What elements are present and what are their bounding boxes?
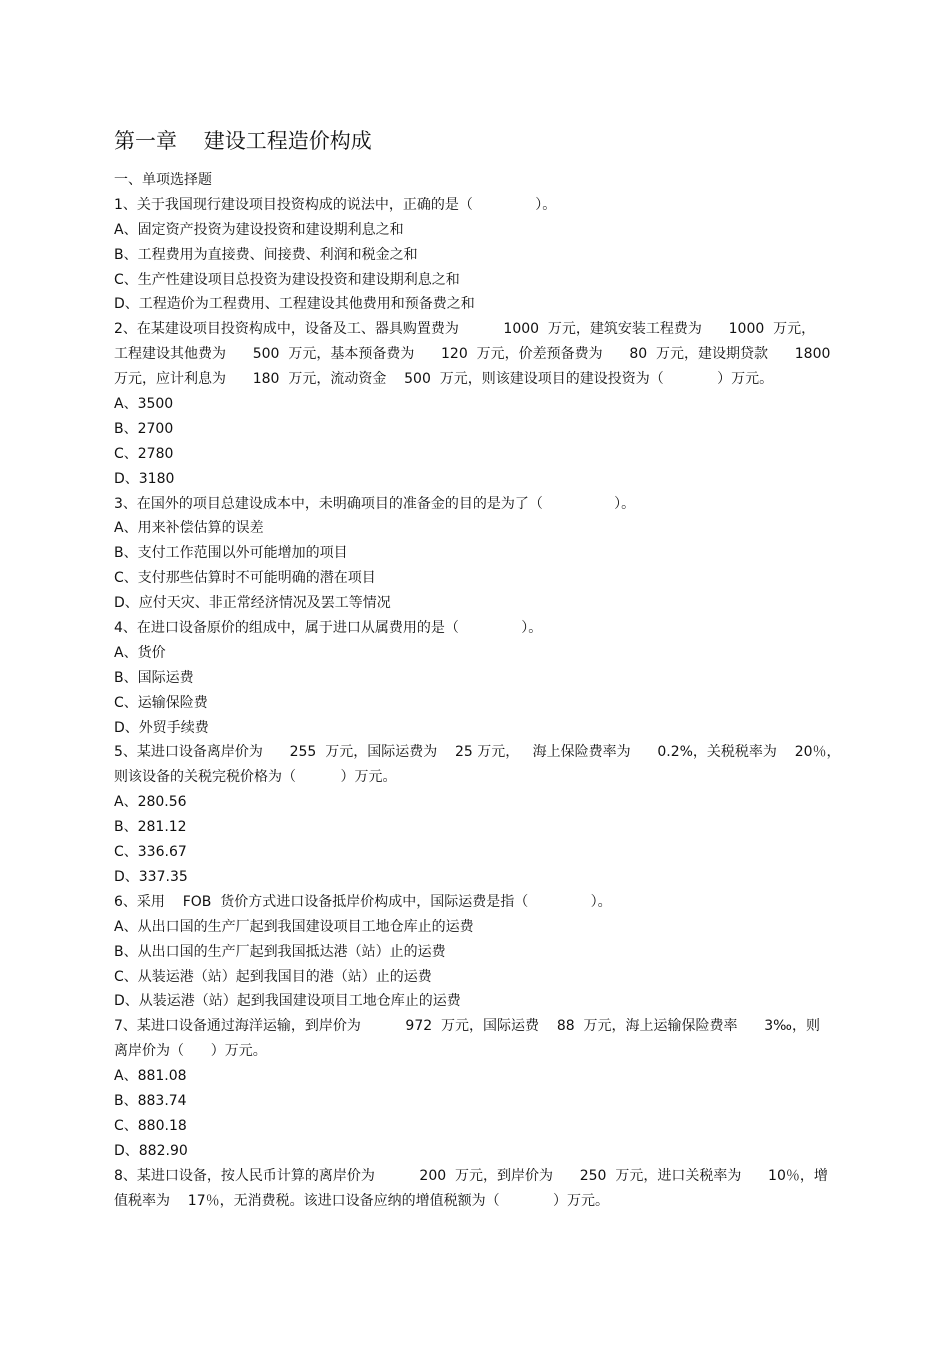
question-5-option-c: C、336.67 [114, 844, 187, 861]
question-4-option-a: A、货价 [114, 644, 166, 661]
question-6-option-b: B、从出口国的生产厂起到我国抵达港（站）止的运费 [114, 943, 446, 960]
question-5-option-a: A、280.56 [114, 794, 187, 811]
question-stem-4: 4、在进口设备原价的组成中，属于进口从属费用的是（ ）。 [114, 620, 543, 637]
question-1-option-c: C、生产性建设项目总投资为建设投资和建设期利息之和 [114, 271, 460, 288]
question-stem-7-line-1: 7、某进口设备通过海洋运输，到岸价为 972 万元，国际运费 88 万元，海上运输保险费率 3‰，则 [114, 1018, 820, 1035]
question-3-option-a: A、用来补偿估算的误差 [114, 520, 264, 537]
question-stem-5-line-1: 5、某进口设备离岸价为 255 万元，国际运费为 25 万元， 海上保险费率为 0.2%，关税税率为 20％， [114, 744, 841, 761]
question-6-option-c: C、从装运港（站）起到我国目的港（站）止的运费 [114, 968, 432, 985]
question-stem-6: 6、采用 FOB 货价方式进口设备抵岸价构成中，国际运费是指（ ）。 [114, 893, 612, 910]
question-stem-7-line-2: 离岸价为（ ）万元。 [114, 1043, 267, 1060]
question-6-option-d: D、从装运港（站）起到我国建设项目工地仓库止的运费 [114, 993, 461, 1010]
question-4-option-d: D、外贸手续费 [114, 719, 209, 736]
question-stem-1: 1、关于我国现行建设项目投资构成的说法中，正确的是（ ）。 [114, 196, 557, 213]
section-heading: 一、单项选择题 [114, 172, 212, 188]
question-7-option-b: B、883.74 [114, 1092, 187, 1109]
question-3-option-c: C、支付那些估算时不可能明确的潜在项目 [114, 570, 376, 587]
question-2-option-c: C、2780 [114, 445, 174, 462]
question-3-option-b: B、支付工作范围以外可能增加的项目 [114, 545, 348, 562]
question-2-option-a: A、3500 [114, 396, 174, 413]
question-4-option-c: C、运输保险费 [114, 694, 208, 711]
question-stem-3: 3、在国外的项目总建设成本中，未明确项目的准备金的目的是为了（ ）。 [114, 495, 636, 512]
question-2-option-b: B、2700 [114, 420, 174, 437]
question-stem-2-line-3: 万元，应计利息为 180 万元，流动资金 500 万元，则该建设项目的建设投资为（ ）万元。 [114, 371, 774, 388]
question-3-option-d: D、应付天灾、非正常经济情况及罢工等情况 [114, 595, 391, 612]
question-4-option-b: B、国际运费 [114, 669, 194, 686]
question-7-option-d: D、882.90 [114, 1142, 188, 1159]
question-2-option-d: D、3180 [114, 470, 175, 487]
question-stem-2-line-2: 工程建设其他费为 500 万元，基本预备费为 120 万元，价差预备费为 80 万元，建设期贷款 1800 [114, 346, 831, 363]
question-5-option-b: B、281.12 [114, 819, 187, 836]
question-1-option-a: A、固定资产投资为建设投资和建设期利息之和 [114, 221, 404, 238]
question-stem-8-line-1: 8、某进口设备，按人民币计算的离岸价为 200 万元，到岸价为 250 万元，进口关税率为 10％，增 [114, 1167, 828, 1184]
question-stem-2-line-1: 2、在某建设项目投资构成中，设备及工、器具购置费为 1000 万元，建筑安装工程费为 1000 万元， [114, 321, 816, 338]
question-1-option-b: B、工程费用为直接费、间接费、利润和税金之和 [114, 246, 418, 263]
question-stem-5-line-2: 则该设备的关税完税价格为（ ）万元。 [114, 769, 397, 786]
question-7-option-a: A、881.08 [114, 1068, 187, 1085]
question-list [114, 168, 841, 1213]
question-6-option-a: A、从出口国的生产厂起到我国建设项目工地仓库止的运费 [114, 918, 474, 935]
question-5-option-d: D、337.35 [114, 868, 188, 885]
question-stem-8-line-2: 值税率为 17％，无消费税。该进口设备应纳的增值税额为（ ）万元。 [114, 1192, 610, 1209]
question-1-option-d: D、工程造价为工程费用、工程建设其他费用和预备费之和 [114, 296, 475, 313]
chapter-title: 第一章 建设工程造价构成 [114, 129, 372, 153]
question-7-option-c: C、880.18 [114, 1117, 187, 1134]
